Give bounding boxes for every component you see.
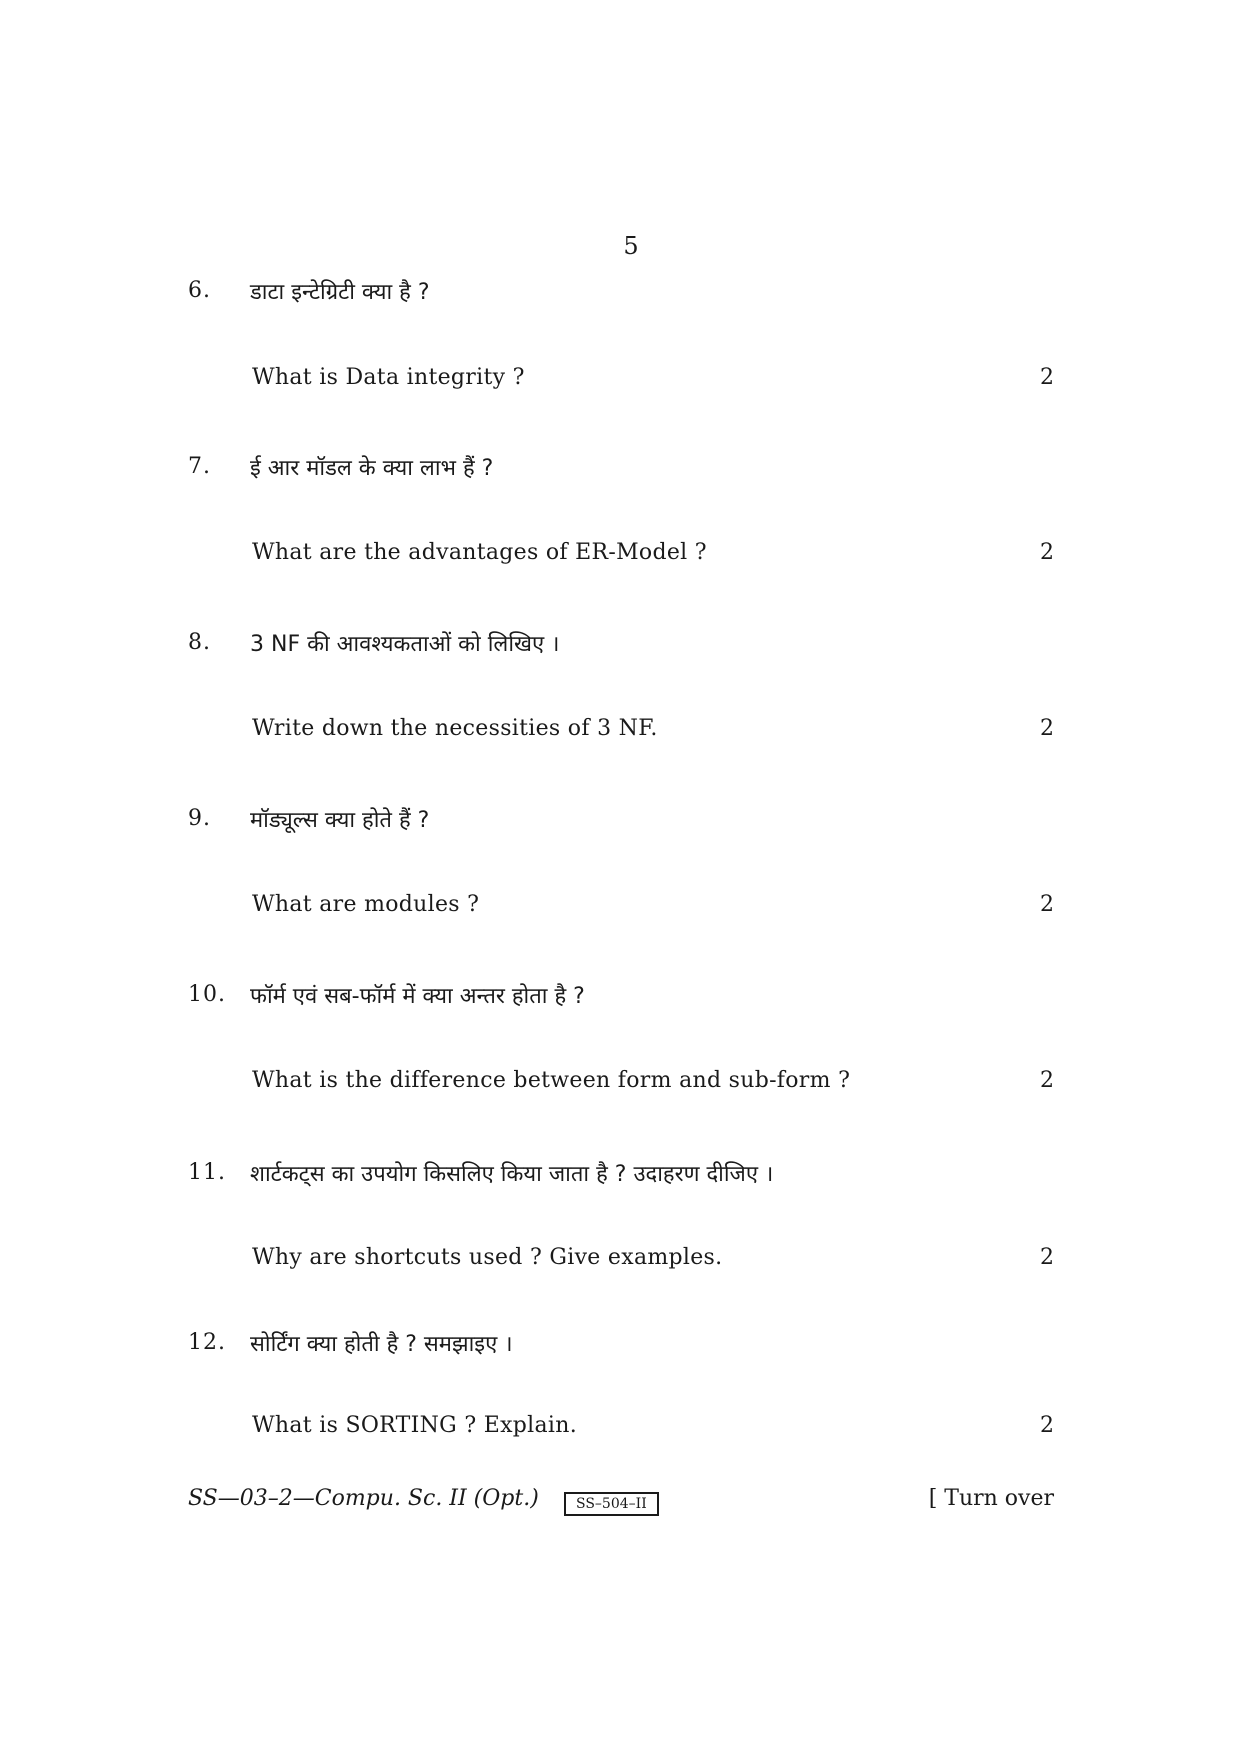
question-marks: 2 [1040,1413,1054,1438]
question-number: 9. [188,806,211,831]
question-number: 12. [188,1330,226,1355]
question-marks: 2 [1040,540,1054,565]
question-number: 11. [188,1160,226,1185]
question-text-english: Why are shortcuts used ? Give examples. [252,1245,723,1270]
question-number: 8. [188,630,211,655]
question-marks: 2 [1040,892,1054,917]
question-text-english: What is the difference between form and sub-form ? [252,1068,851,1093]
question-text-english: What are modules ? [252,892,480,917]
question-text-hindi: शार्टकट्स का उपयोग किसलिए किया जाता है ? उदाहरण दीजिए । [250,1162,774,1187]
question-number: 7. [188,454,211,479]
question-marks: 2 [1040,1068,1054,1093]
question-text-hindi: ई आर मॉडल के क्या लाभ हैं ? [250,456,494,481]
question-text-english: Write down the necessities of 3 NF. [252,716,658,741]
question-marks: 2 [1040,716,1054,741]
question-text-english: What is SORTING ? Explain. [252,1413,578,1438]
question-text-hindi: मॉड्यूल्स क्या होते हैं ? [250,808,430,833]
question-marks: 2 [1040,1245,1054,1270]
turn-over-label: [ Turn over [928,1486,1054,1511]
page-number: 5 [623,232,639,260]
question-text-hindi: फॉर्म एवं सब-फॉर्म में क्या अन्तर होता है ? [250,984,585,1009]
question-text-hindi: डाटा इन्टेग्रिटी क्या है ? [250,280,430,305]
question-text-hindi: सोर्टिंग क्या होती है ? समझाइए । [250,1332,513,1357]
question-marks: 2 [1040,365,1054,390]
page-footer [188,1486,1054,1522]
question-text-english: What are the advantages of ER-Model ? [252,540,707,565]
question-text-hindi: 3 NF की आवश्यकताओं को लिखिए । [250,632,560,657]
paper-code-box: SS–504–II [564,1492,659,1516]
question-number: 6. [188,278,211,303]
question-number: 10. [188,982,226,1007]
question-text-english: What is Data integrity ? [252,365,525,390]
paper-code: SS—03–2—Compu. Sc. II (Opt.) [188,1486,539,1511]
